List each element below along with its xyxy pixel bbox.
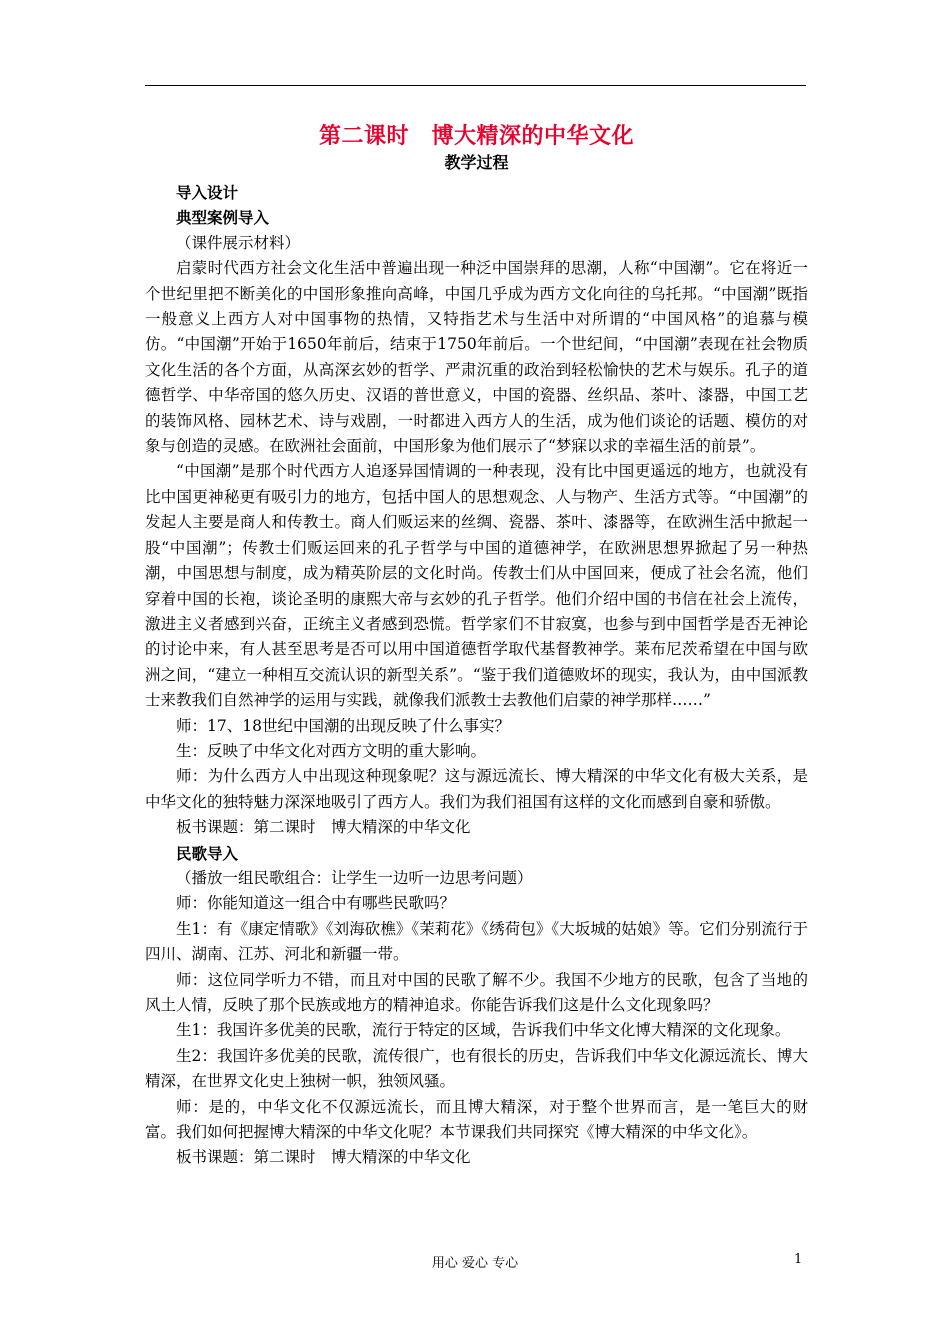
paragraph: 生：反映了中华文化对西方文明的重大影响。 bbox=[176, 741, 487, 760]
paragraph: 生2：我国许多优美的民歌，流传很广，也有很长的历史，告诉我们中华文化源远流长、博大精深，在世界文化史上独树一帜，独领风骚。 bbox=[145, 1046, 808, 1091]
paragraph: （播放一组民歌组合：让学生一边听一边思考问题） bbox=[176, 868, 533, 887]
paragraph: 师：为什么西方人中出现这种现象呢？这与源远流长、博大精深的中华文化有极大关系，是中华文化的独特魅力深深地吸引了西方人。我们为我们祖国有这样的文化而感到自豪和骄傲。 bbox=[145, 767, 808, 811]
paragraph: 板书课题：第二课时 博大精深的中华文化 bbox=[176, 1148, 471, 1167]
paragraph: 板书课题：第二课时 博大精深的中华文化 bbox=[176, 818, 471, 837]
header-rule bbox=[145, 85, 806, 86]
section-label: 典型案例导入 bbox=[176, 208, 270, 228]
paragraph: 师：17、18世纪中国潮的出现反映了什么事实？ bbox=[176, 716, 510, 735]
page-footer: 用心 爱心 专心 bbox=[431, 1256, 519, 1271]
section-label: 导入设计 bbox=[176, 183, 239, 202]
paragraph: 师：是的，中华文化不仅源远流长，而且博大精深，对于整个世界而言，是一笔巨大的财富。我们如何把握博大精深的中华文化呢？本节课我们共同探究《博大精深的中华文化》。 bbox=[145, 1097, 808, 1142]
paragraph: 启蒙时代西方社会文化生活中普遍出现一种泛中国崇拜的思潮，人称“中国潮”。它在将近一个世纪里把不断美化的中国形象推向高峰，中国几乎成为西方文化向往的乌托邦。“中国潮”既指一般意义上西方人对中国事物的热情，又特指艺术与生活中对所谓的“中国风格”的追慕与模仿。“中国潮”开始于1650年前后，结束于1750年前后。一个世纪间，“中国潮”表现在社会物质文化生活的各个方面，从高深玄妙的哲学、严肃沉重的政治到轻松愉快的艺术与娱乐。孔子的道德哲学、中华帝国的悠久历史、汉语的普世意义，中国的瓷器、丝织品、茶叶、漆器，中国工艺的装饰风格、园林艺术、诗与戏剧，一时都进入西方人的生活，成为他们谈论的话题、模仿的对象与创造的灵感。在欧洲社会面前，中国形象为他们展示了“梦寐以求的幸福生活的前景”。 bbox=[145, 259, 808, 456]
paragraph: 师：这位同学听力不错，而且对中国的民歌了解不少。我国不少地方的民歌，包含了当地的风土人情，反映了那个民族或地方的精神追求。你能告诉我们这是什么文化现象吗？ bbox=[145, 970, 808, 1014]
document-body bbox=[145, 120, 808, 1171]
section-label: 民歌导入 bbox=[176, 843, 239, 863]
paragraph: 师：你能知道这一组合中有哪些民歌吗？ bbox=[176, 894, 456, 913]
lesson-title: 第二课时 博大精深的中华文化 bbox=[318, 123, 634, 149]
paragraph: （课件展示材料） bbox=[176, 233, 301, 252]
paragraph: 生1：我国许多优美的民歌，流行于特定的区域，告诉我们中华文化博大精深的文化现象。 bbox=[176, 1021, 791, 1040]
paragraph-list bbox=[145, 180, 808, 1171]
paragraph: 生1：有《康定情歌》《刘海砍樵》《茉莉花》《绣荷包》《大坂城的姑娘》等。它们分别流行于四川、湖南、江苏、河北和新疆一带。 bbox=[145, 919, 808, 964]
paragraph: “中国潮”是那个时代西方人追逐异国情调的一种表现，没有比中国更遥远的地方，也就没有比中国更神秘更有吸引力的地方，包括中国人的思想观念、人与物产、生活方式等。“中国潮”的发起人主要是商人和传教士。商人们贩运来的丝绸、瓷器、茶叶、漆器等，在欧洲生活中掀起一股“中国潮”；传教士们贩运回来的孔子哲学与中国的道德神学，在欧洲思想界掀起了另一种热潮，中国思想与制度，成为精英阶层的文化时尚。传教士们从中国回来，便成了社会名流，他们穿着中国的长袍，谈论圣明的康熙大帝与玄妙的孔子哲学。他们介绍中国的书信在社会上流传，激进主义者感到兴奋，正统主义者感到恐慌。哲学家们不甘寂寞，也参与到中国哲学是否无神论的讨论中来，有人甚至思考是否可以用中国道德哲学取代基督教神学。莱布尼茨希望在中国与欧洲之间，“建立一种相互交流认识的新型关系”。“鉴于我们道德败坏的现实，我认为，由中国派教士来教我们自然神学的运用与实践，就像我们派教士去教他们启蒙的神学那样……” bbox=[145, 462, 808, 710]
page-number: 1 bbox=[794, 1252, 803, 1267]
section-heading: 教学过程 bbox=[444, 153, 509, 172]
